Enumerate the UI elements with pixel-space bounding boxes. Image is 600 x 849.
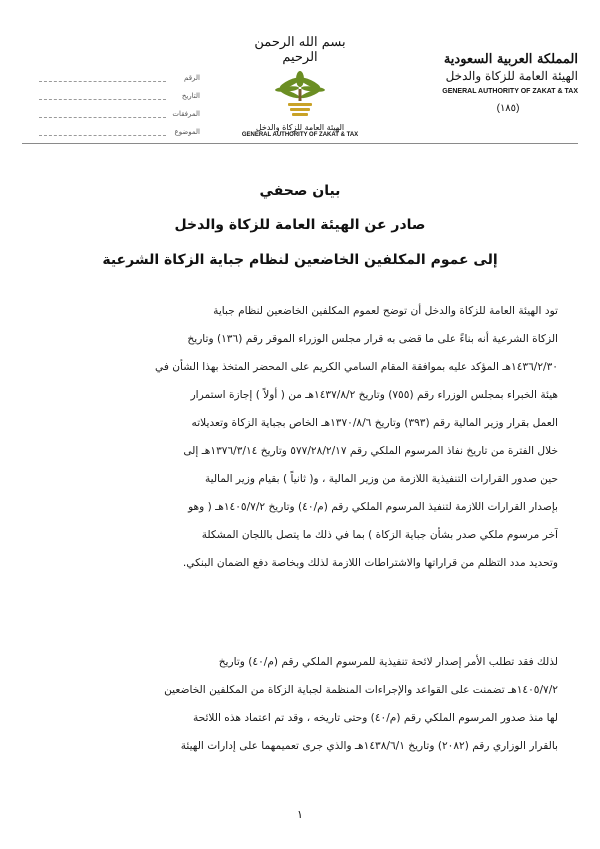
body-paragraph-2 <box>38 648 558 760</box>
body-line: بإصدار القرارات اللازمة لتنفيذ المرسوم الملكي رقم (م/٤٠) وتاريخ ١٤٠٥/٧/٢هـ ( وهو <box>188 501 558 513</box>
logo-caption-ar: الهيئة العامة للزكاة والدخل <box>255 123 345 132</box>
body-line: لها منذ صدور المرسوم الملكي رقم (م/٤٠) وحتى تاريخه ، وقد تم اعتماد هذه اللائحة <box>192 712 558 724</box>
body-line: ١٤٠٥/٧/٢هـ تضمنت على القواعد والإجراءات المنظمة لجباية الزكاة من المكلفين الخاضعين <box>164 684 558 696</box>
body-line: بالقرار الوزاري رقم (٢٠٨٢) وتاريخ ١٤٣٨/٦/١هـ والذي جرى تعميمهما على إدارات الهيئة <box>180 740 558 752</box>
body-line: ١٤٣٦/٢/٣٠هـ المؤكد عليه بموافقة المقام السامي الكريم على المحضر المتخذ بهذا الشأن في <box>155 361 558 373</box>
field-date-line <box>39 91 166 100</box>
body-line: لذلك فقد تطلب الأمر إصدار لائحة تنفيذية للمرسوم الملكي رقم (م/٤٠) وتاريخ <box>218 656 558 668</box>
body-line: العمل بقرار وزير المالية رقم (٣٩٣) وتاريخ ١٣٧٠/٨/٦هـ الخاص بجباية الزكاة وتعديلاته <box>191 417 558 429</box>
body-paragraph-1 <box>38 297 558 577</box>
org-name-ar-line2: الهيئة العامة للزكاة والدخل <box>445 69 578 83</box>
field-attachments-line <box>39 109 166 118</box>
basmala: بسم الله الرحمن الرحيم <box>254 35 346 65</box>
field-attachments <box>35 100 200 118</box>
body-line: الزكاة الشرعية أنه بناءً على ما قضى به قرار مجلس الوزراء الموقر رقم (١٣٦) وتاريخ <box>187 333 558 345</box>
title-line-2: صادر عن الهيئة العامة للزكاة والدخل <box>174 217 426 233</box>
body-line: حين صدور القرارات التنفيذية اللازمة من وزير المالية ، و( ثانياً ) بقيام وزير المالية <box>204 473 558 485</box>
body-line: آخر مرسوم ملكي صدر بشأن جباية الزكاة ) بما في ذلك ما يتصل باللجان المشكلة <box>201 529 558 541</box>
logo-caption-en: GENERAL AUTHORITY OF ZAKAT & TAX <box>241 132 359 138</box>
org-name-ar-line1: المملكة العربية السعودية <box>443 52 578 67</box>
body-line: هيئة الخبراء بمجلس الوزراء رقم (٧٥٥) وتاريخ ١٤٣٧/٨/٢هـ من ( أولاً ) إجازة استمرار <box>190 389 558 401</box>
org-header <box>418 52 578 114</box>
field-subject <box>35 118 200 136</box>
body-line: تود الهيئة العامة للزكاة والدخل أن توضح لعموم المكلفين الخاضعين لنظام جباية <box>213 305 558 317</box>
field-number-label: الرقم <box>184 74 200 82</box>
field-number-line <box>39 73 166 82</box>
body-line: وتحديد مدد التظلم من قراراتها والاشتراطات اللازمة لذلك وبخاصة دفع الضمان البنكي. <box>182 557 558 569</box>
field-subject-label: الموضوع <box>174 128 200 136</box>
palm-logo-icon <box>270 69 330 121</box>
title-line-1: بيان صحفي <box>259 183 341 199</box>
org-name-en: GENERAL AUTHORITY OF ZAKAT & TAX <box>442 88 578 95</box>
body-line: خلال الفترة من تاريخ نفاذ المرسوم الملكي رقم ٥٧٧/٢٨/٢/١٧ وتاريخ ١٣٧٦/٣/١٤هـ إلى <box>183 445 558 457</box>
field-number <box>35 64 200 82</box>
field-date <box>35 82 200 100</box>
title-line-3: إلى عموم المكلفين الخاضعين لنظام جباية الزكاة الشرعية <box>102 252 498 268</box>
document-number: (١٨٥) <box>496 103 520 114</box>
field-attachments-label: المرفقات <box>172 110 200 118</box>
logo-block <box>235 35 365 138</box>
field-subject-line <box>39 127 166 136</box>
header-divider <box>22 143 578 144</box>
field-date-label: التاريخ <box>181 92 200 100</box>
page-number: ١ <box>297 808 303 821</box>
reference-fields <box>35 64 200 136</box>
